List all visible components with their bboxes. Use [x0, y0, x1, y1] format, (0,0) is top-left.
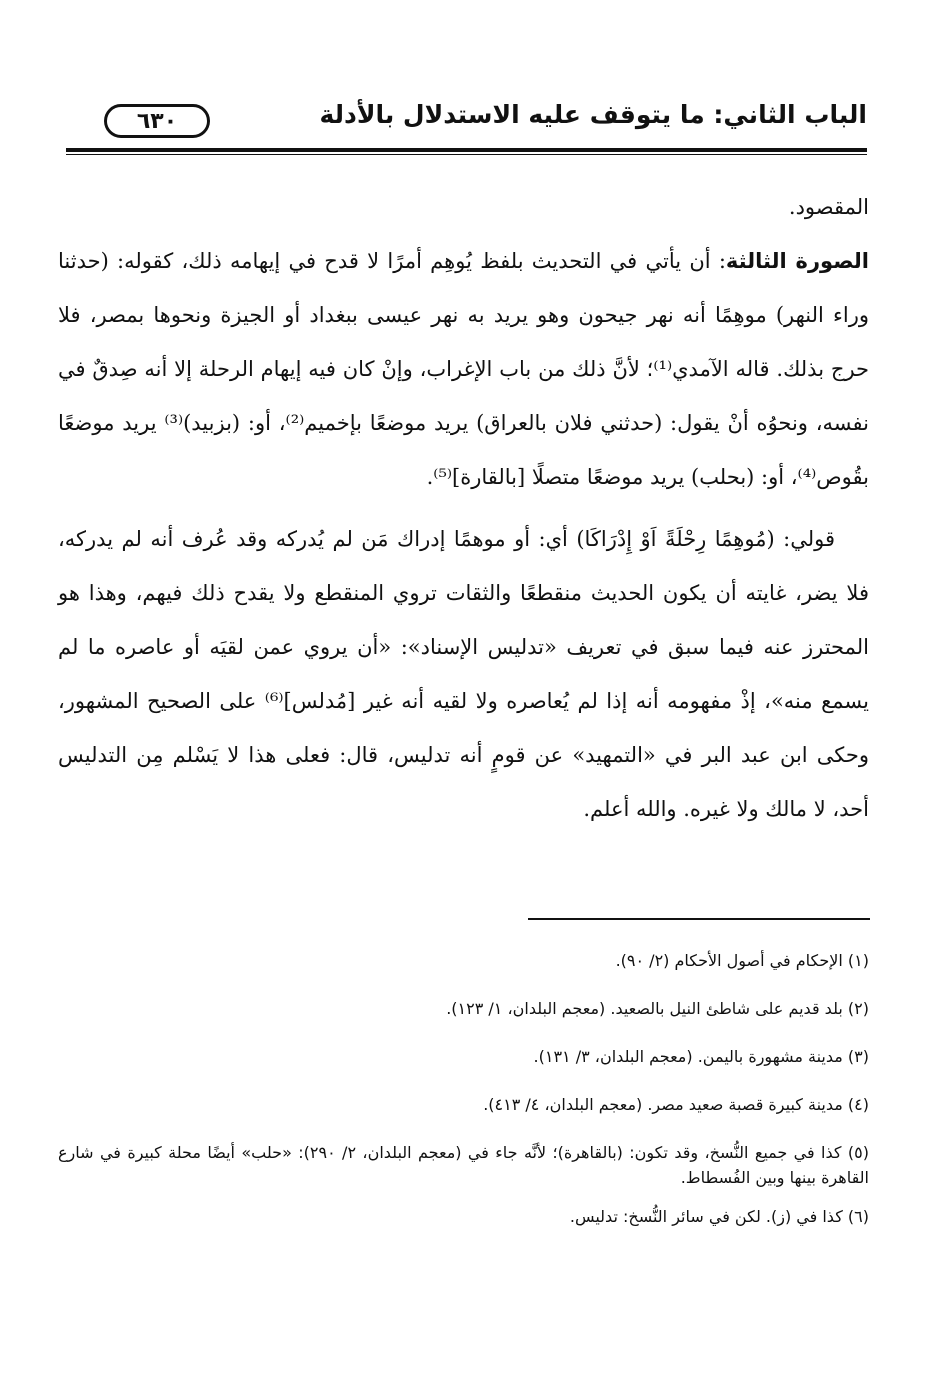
main-text — [58, 180, 869, 836]
page-number-badge: ٦٣٠ — [104, 104, 210, 138]
footnote-5: (٥) كذا في جميع النُّسخ، وقد تكون: (بالقاهرة)؛ لأنَّه جاء في (معجم البلدان، ٢/ ٢٩٠): «حلب» أيضًا محلة كبيرة في شارع القاهرة بينها وبين الفُسطاط. — [58, 1143, 869, 1187]
header-rule-thin — [66, 154, 867, 155]
footnote-6: (٦) كذا في (ز). لكن في سائر النُّسخ: تدليس. — [569, 1207, 869, 1226]
page-header — [66, 96, 867, 148]
paragraph-1: المقصود. — [788, 195, 869, 219]
section-term: الصورة الثالثة — [725, 249, 869, 273]
footnotes — [58, 948, 869, 1229]
footnote-4: (٤) مدينة كبيرة قصبة صعيد مصر. (معجم البلدان، ٤/ ٤١٣). — [483, 1095, 869, 1114]
chapter-title: الباب الثاني: ما يتوقف عليه الاستدلال بالأدلة — [319, 100, 867, 129]
footnote-separator — [528, 918, 870, 920]
footnote-2: (٢) بلد قديم على شاطئ النيل بالصعيد. (معجم البلدان، ١/ ١٢٣). — [446, 999, 869, 1018]
footnote-1: (١) الإحكام في أصول الأحكام (٢/ ٩٠). — [615, 951, 869, 970]
paragraph-2 — [58, 234, 869, 504]
paragraph-3: قولي: (مُوهِمًا رِحْلَةً اَوْ إِدْرَاكَا) أي: أو موهمًا إدراك مَن لم يُدركه وقد عُرف أنه لم يدركه، فلا يضر، غايته أن يكون الحديث منقطعًا والثقات تروي المنقطع ولا يقدح ذلك فيهم، وهذا هو المحترز عنه فيما سبق في تعريف «تدليس الإسناد»: «أن يروي عمن لقيَه أو عاصره ما لم يسمع منه»، إذْ مفهومه أنه إذا لم يُعاصره ولا لقيه أنه غير [مُدلس]⁽⁶⁾ على الصحيح المشهور، وحكى ابن عبد البر في «التمهيد» عن قومٍ أنه تدليس، قال: فعلى هذا لا يَسْلم مِن التدليس أحد، لا مالك ولا غيره. والله أعلم. — [58, 527, 869, 821]
paragraph-2-text: : أن يأتي في التحديث بلفظ يُوهِم أمرًا لا قدح في إيهامه ذلك، كقوله: (حدثنا وراء النهر) موهِمًا أنه نهر جيحون وهو يريد به نهر عيسى ببغداد أو الجيزة ونحوها بمصر، فلا حرج بذلك. قاله الآمدي⁽¹⁾؛ لأنَّ ذلك من باب الإغراب، وإنْ كان فيه إيهام الرحلة إلا أنه صِدقٌ في نفسه، ونحوُه أنْ يقول: (حدثني فلان بالعراق) يريد موضعًا بإخميم⁽²⁾، أو: (بزبيد)⁽³⁾ يريد موضعًا بقُوص⁽⁴⁾، أو: (بحلب) يريد موضعًا متصلًا [بالقارة]⁽⁵⁾. — [58, 249, 870, 489]
footnote-3: (٣) مدينة مشهورة باليمن. (معجم البلدان، ٣/ ١٣١). — [533, 1047, 869, 1066]
header-rule-thick — [66, 148, 867, 152]
